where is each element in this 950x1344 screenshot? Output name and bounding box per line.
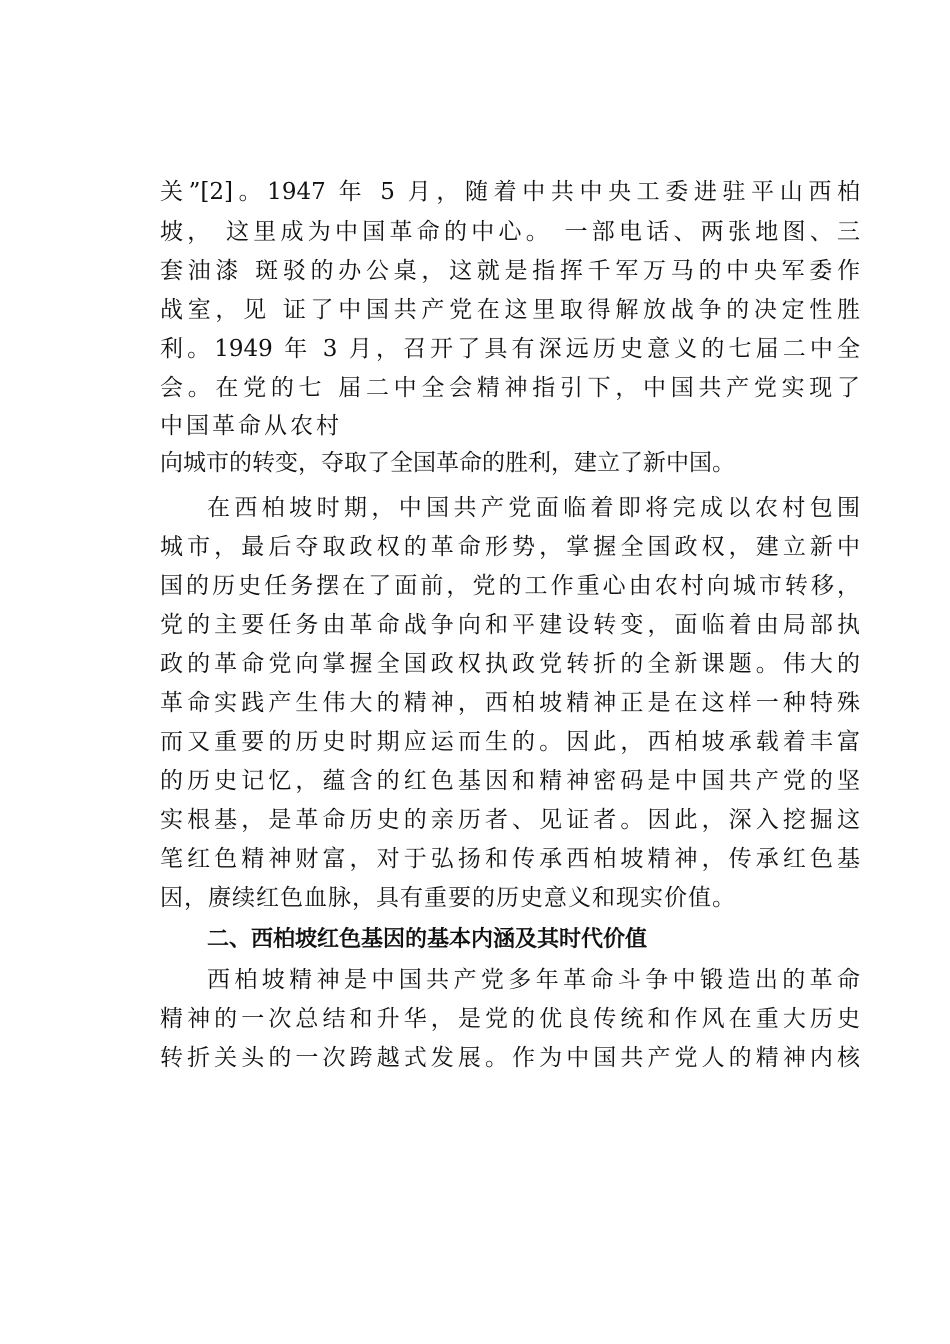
paragraph-line: 党的主要任务由革命战争向和平建设转变，面临着由局部执 xyxy=(160,612,860,638)
paragraph-line: 转折关头的一次跨越式发展。作为中国共产党人的精神内核 xyxy=(160,1045,860,1071)
paragraph-line: 因，赓续红色血脉，具有重要的历史意义和现实价值。 xyxy=(160,885,736,911)
section-heading: 二、西柏坡红色基因的基本内涵及其时代价值 xyxy=(207,927,648,952)
paragraph-line: 实根基，是革命历史的亲历者、见证者。因此，深入挖掘这 xyxy=(160,807,860,833)
paragraph-line: 在西柏坡时期，中国共产党面临着即将完成以农村包围 xyxy=(207,495,860,521)
paragraph-line: 利。1949 年 3 月，召开了具有深远历史意义的七届二中全 xyxy=(160,336,860,362)
paragraph-line: 战室，见 证了中国共产党在这里取得解放战争的决定性胜 xyxy=(160,297,860,323)
paragraph-line: 精神的一次总结和升华，是党的优良传统和作风在重大历史 xyxy=(160,1006,860,1032)
paragraph-line: 中国革命从农村 xyxy=(160,413,342,439)
paragraph-line: 城市，最后夺取政权的革命形势，掌握全国政权，建立新中 xyxy=(160,534,860,560)
paragraph-line: 革命实践产生伟大的精神，西柏坡精神正是在这样一种特殊 xyxy=(160,690,860,716)
paragraph-line: 西柏坡精神是中国共产党多年革命斗争中锻造出的革命 xyxy=(207,967,860,993)
paragraph-line: 的历史记忆，蕴含的红色基因和精神密码是中国共产党的坚 xyxy=(160,768,860,794)
paragraph-line: 套油漆 斑驳的办公桌，这就是指挥千军万马的中央军委作 xyxy=(160,258,860,284)
paragraph-line: 关”[2]。1947 年 5 月，随着中共中央工委进驻平山西柏 xyxy=(160,179,860,205)
paragraph-line: 而又重要的历史时期应运而生的。因此，西柏坡承载着丰富 xyxy=(160,729,860,755)
paragraph-line: 国的历史任务摆在了面前，党的工作重心由农村向城市转移， xyxy=(160,573,860,599)
paragraph-line: 会。在党的七 届二中全会精神指引下，中国共产党实现了 xyxy=(160,375,860,401)
paragraph-line: 政的革命党向掌握全国政权执政党转折的全新课题。伟大的 xyxy=(160,651,860,677)
paragraph-line: 坡， 这里成为中国革命的中心。 一部电话、两张地图、三 xyxy=(160,219,860,245)
paragraph-line: 笔红色精神财富，对于弘扬和传承西柏坡精神，传承红色基 xyxy=(160,846,860,872)
paragraph-line: 向城市的转变，夺取了全国革命的胜利，建立了新中国。 xyxy=(160,450,735,476)
